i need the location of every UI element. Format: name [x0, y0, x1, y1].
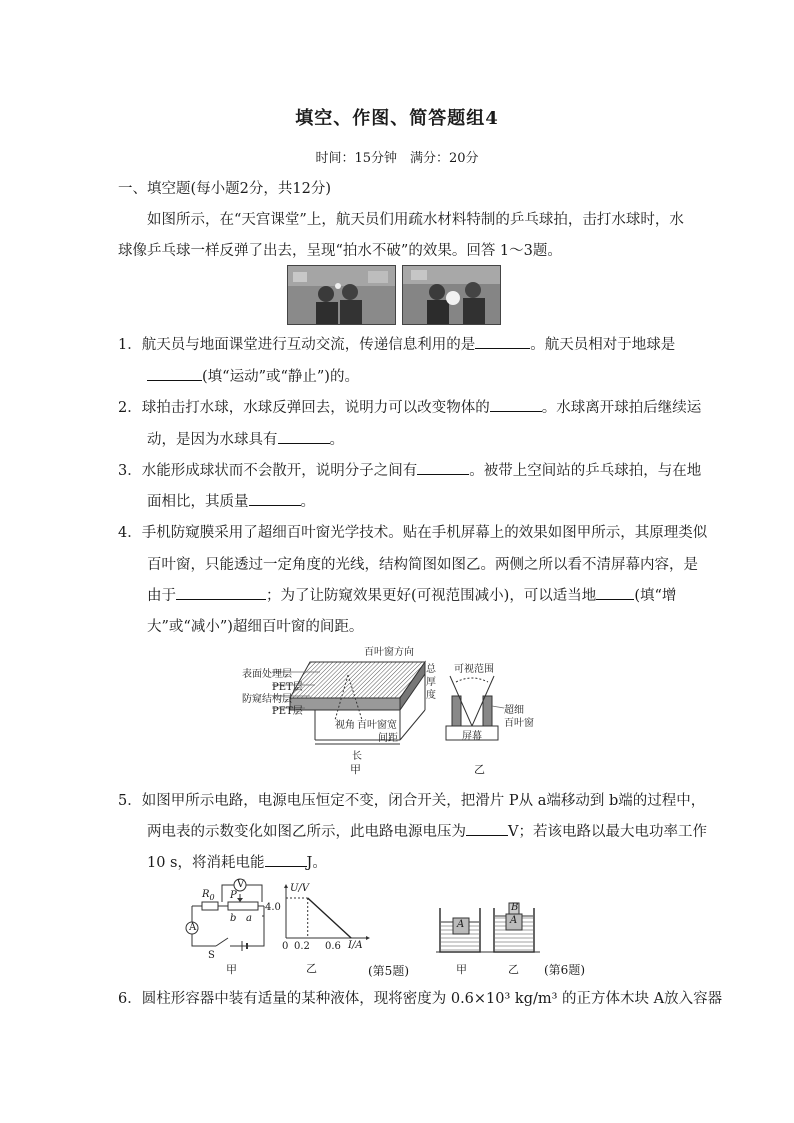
- question-5-line-1: [118, 789, 705, 810]
- question-text: 。航天员相对于地球是: [530, 337, 676, 353]
- figure-4-b: [440, 656, 540, 776]
- block-a-label-right: A: [510, 915, 518, 926]
- question-text: V；若该电路以最大电功率工作: [508, 824, 707, 840]
- resistor-subscript: 0: [209, 893, 215, 902]
- figure-6: [436, 900, 596, 978]
- page-title: 填空、作图、简答题组4: [295, 108, 499, 129]
- layer-label-2: PET层: [272, 682, 303, 693]
- question-1-line-2: [147, 365, 359, 386]
- louver-width-label: 百叶窗宽: [357, 720, 397, 731]
- question-text: 如图甲所示电路，电源电压恒定不变，闭合开关，把滑片 P从 a端移动到 b端的过程中，: [141, 793, 706, 809]
- figure-6-caption: (第6题): [544, 963, 585, 977]
- figure-5-caption: (第5题): [368, 964, 409, 978]
- question-text: 手机防窥膜采用了超细百叶窗光学技术。贴在手机屏幕上的效果如图甲所示，其原理类似: [141, 525, 708, 541]
- time-score-info: 时间：15分钟 满分：20分: [315, 151, 479, 166]
- u-i-line-series: [308, 898, 351, 938]
- answer-blank[interactable]: [466, 823, 508, 836]
- view-angle-label: 视角: [335, 720, 355, 731]
- answer-blank[interactable]: [490, 399, 542, 412]
- switch-label: S: [208, 950, 215, 961]
- question-text: 圆柱形容器中装有适量的某种液体，现将密度为 0.6×10³ kg/m³ 的正方体木块 A放入容器: [141, 991, 723, 1007]
- intro-line-2: 球像乒乓球一样反弹了出去，呈现“拍水不破”的效果。回答 1～3题。: [118, 243, 562, 259]
- question-text: 由于: [147, 588, 176, 604]
- space-class-photo-2: [402, 265, 501, 325]
- question-text: 球拍击打水球，水球反弹回去，说明力可以改变物体的: [141, 400, 490, 416]
- x-axis-label: I/A: [348, 940, 363, 951]
- question-text: (填“增: [634, 588, 677, 604]
- x-axis-arrow: [366, 936, 370, 940]
- answer-blank[interactable]: [147, 368, 202, 381]
- question-number: 6．: [118, 991, 142, 1007]
- question-text: 。被带上空间站的乒乓球拍，与在地: [469, 463, 702, 479]
- intro-line-1: 如图所示，在“天宫课堂”上，航天员们用疏水材料特制的乒乓球拍，击打水球时，水: [147, 212, 684, 228]
- question-text: 。水球离开球拍后继续运: [541, 400, 702, 416]
- terminal-b-label: b: [230, 913, 237, 924]
- question-text: 两电表的示数变化如图乙所示，此电路电源电压为: [147, 824, 466, 840]
- thickness-label-1: 总: [426, 664, 436, 675]
- question-2-line-1: [118, 396, 701, 417]
- figure-5-a-caption: 甲: [226, 963, 237, 976]
- length-label: 长: [352, 751, 362, 762]
- question-text: 10 s，将消耗电能: [147, 855, 265, 871]
- figure-5-b-graph: [262, 880, 374, 978]
- answer-blank[interactable]: [265, 854, 307, 867]
- section-heading: 一、填空题(每小题2分，共12分): [118, 181, 331, 197]
- screen-label: 屏幕: [462, 731, 482, 742]
- question-text: 航天员与地面课堂进行互动交流，传递信息利用的是: [141, 337, 476, 353]
- x-tick-0-2: 0.2: [294, 941, 310, 952]
- question-2-line-2: [147, 428, 344, 449]
- y-axis-label: U/V: [290, 883, 310, 894]
- question-text: 面相比，其质量: [147, 494, 249, 510]
- spacing-label: 间距: [378, 733, 398, 744]
- ammeter-label: A: [189, 922, 197, 933]
- question-4-line-3: [147, 584, 676, 605]
- x-tick-0: 0: [282, 941, 289, 952]
- question-text: 。: [329, 432, 344, 448]
- thickness-label-3: 度: [426, 690, 436, 701]
- layer-label-3: 防窥结构层: [242, 694, 292, 705]
- figure-4-b-caption: 乙: [474, 763, 485, 776]
- question-number: 4．: [118, 525, 142, 541]
- question-4-line-1: [118, 521, 707, 542]
- question-4-line-4: 大”或“减小”)超细百叶窗的间距。: [147, 619, 364, 635]
- figure-5-a-circuit: [182, 876, 272, 976]
- resistor-r0-label: [202, 889, 215, 902]
- question-6-line-1: [118, 987, 722, 1008]
- resistor-symbol: R: [202, 889, 210, 900]
- figure-4-a-caption: 甲: [350, 763, 361, 776]
- answer-blank[interactable]: [249, 493, 301, 506]
- question-text: 。: [300, 494, 315, 510]
- question-number: 1．: [118, 337, 142, 353]
- x-tick-0-6: 0.6: [325, 941, 341, 952]
- figure-5-b-caption: 乙: [306, 962, 317, 975]
- answer-blank[interactable]: [417, 462, 469, 475]
- question-3-line-1: [118, 459, 701, 480]
- space-class-photo-1: [287, 265, 396, 325]
- question-text: ；为了让防窥效果更好(可视范围减小)，可以适当地: [266, 588, 597, 604]
- voltmeter-label: V: [237, 879, 245, 890]
- louver-label: 百叶窗: [504, 718, 534, 729]
- question-number: 2．: [118, 400, 142, 416]
- figure-4-a: [240, 640, 440, 775]
- layer-label-4: PET层: [272, 706, 303, 717]
- question-5-line-2: [147, 820, 707, 841]
- slider-p-label: P: [230, 890, 237, 901]
- question-text: J。: [306, 855, 327, 871]
- figure-6-b-caption: 乙: [508, 963, 519, 976]
- y-axis-arrow: [284, 884, 288, 888]
- block-a-label-left: A: [457, 919, 465, 930]
- terminal-a-label: a: [246, 913, 252, 924]
- question-text: (填“运动”或“静止”)的。: [202, 369, 359, 385]
- answer-blank[interactable]: [475, 336, 530, 349]
- question-text: 水能形成球状而不会散开，说明分子之间有: [141, 463, 418, 479]
- louver-direction-label: 百叶窗方向: [364, 647, 414, 658]
- answer-blank[interactable]: [176, 587, 266, 600]
- y-tick-label: 4.0: [265, 902, 281, 913]
- question-1-line-1: [118, 333, 675, 354]
- figure-6-a-caption: 甲: [456, 963, 467, 976]
- ultra-fine-label: 超细: [504, 705, 524, 716]
- answer-blank[interactable]: [596, 587, 634, 600]
- thickness-label-2: 厚: [426, 677, 436, 688]
- layer-label-1: 表面处理层: [242, 669, 292, 680]
- question-number: 3．: [118, 463, 142, 479]
- answer-blank[interactable]: [278, 431, 330, 444]
- block-b-label: B: [511, 902, 519, 913]
- question-3-line-2: [147, 490, 315, 511]
- visible-range-label: 可视范围: [454, 664, 494, 675]
- question-4-line-2: 百叶窗，只能透过一定角度的光线，结构简图如图乙。两侧之所以看不清屏幕内容，是: [147, 557, 698, 573]
- question-5-line-3: [147, 851, 327, 872]
- question-number: 5．: [118, 793, 142, 809]
- question-text: 动，是因为水球具有: [147, 432, 278, 448]
